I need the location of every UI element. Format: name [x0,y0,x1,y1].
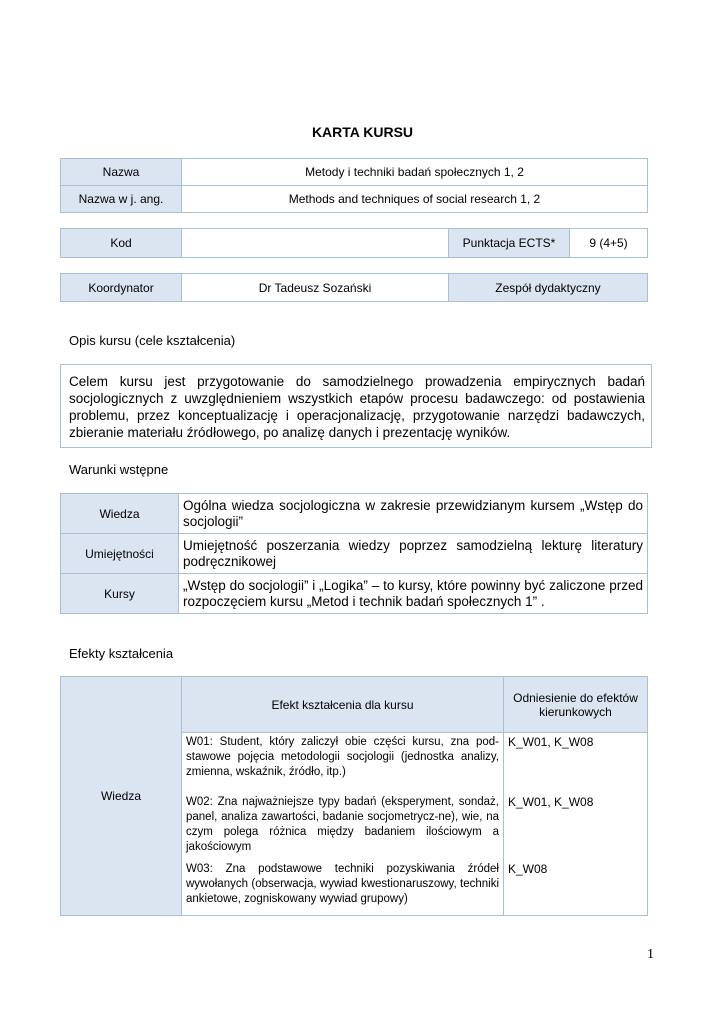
efekt-ref: K_W01, K_W08 [504,733,648,793]
kod-value [182,229,449,258]
efekt-ref: K_W08 [504,860,648,916]
koordynator-value: Dr Tadeusz Sozański [182,274,449,302]
warunki-heading: Warunki wstępne [69,462,169,477]
coordinator-table [60,273,648,302]
zespol-label: Zespół dydaktyczny [449,274,648,302]
warunki-text: Umiejętność poszerzania wiedzy poprzez samodzielną lekturę literatury podręcznikowej [179,534,648,574]
efekt-text: W03: Zna podstawowe techniki pozyskiwania źródeł wywołanych (obserwacja, wywiad kwestionaruszowy, techniki ankietowe, zogniskowany wywiad grupowy) [182,860,504,916]
page-title: KARTA KURSU [311,124,414,140]
ects-label: Punktacja ECTS* [449,229,570,258]
ects-value: 9 (4+5) [570,229,648,258]
warunki-label: Wiedza [61,494,179,534]
opis-text: Celem kursu jest przygotowanie do samodzielnego prowadzenia empirycznych badań socjologicznych z uwzględnieniem wszystkich etapów procesu badawczego: od postawienia problemu, przez konceptualizację i operacjonalizację, przygotowanie narzędzi badawczych, zbieranie materiału źródłowego, po analizę danych i prezentację wyników. [60,364,652,448]
koordynator-label: Koordynator [61,274,182,302]
efekt-text: W01: Student, który zaliczył obie części kursu, zna pod-stawowe pojęcia metodologii socjologii (jednostka analizy, zmienna, wskaźnik, źródło, itp.) [182,733,504,793]
efekt-ref: K_W01, K_W08 [504,793,648,860]
nazwa-label: Nazwa [61,159,182,186]
efekt-text: W02: Zna najważniejsze typy badań (eksperyment, sondaż, panel, analiza zawartości, badanie socjometrycz-ne), wie, na czym polega różnica między badaniem ilościowym a jakościowym [182,793,504,860]
page-number: 1 [647,947,654,962]
outcomes-table [60,676,648,916]
efekty-col-header-1: Efekt kształcenia dla kursu [182,677,504,733]
warunki-text: Ogólna wiedza socjologiczna w zakresie przewidzianym kursem „Wstęp do socjologii” [179,494,648,534]
code-table [60,228,648,258]
nazwa-ang-value: Methods and techniques of social research 1, 2 [182,186,648,213]
efekty-row-label: Wiedza [61,677,182,916]
name-table [60,158,648,213]
warunki-text: „Wstęp do socjologii” i „Logika” – to kursy, które powinny być zaliczone przed rozpoczęciem kursu „Metod i technik badań społecznych 1” . [179,574,648,614]
warunki-label: Umiejętności [61,534,179,574]
efekty-col-header-2: Odniesienie do efektów kierunkowych [504,677,648,733]
kod-label: Kod [61,229,182,258]
prerequisites-table [60,493,648,614]
warunki-label: Kursy [61,574,179,614]
opis-heading: Opis kursu (cele kształcenia) [69,333,236,348]
efekty-heading: Efekty kształcenia [69,646,174,661]
nazwa-ang-label: Nazwa w j. ang. [61,186,182,213]
nazwa-value: Metody i techniki badań społecznych 1, 2 [182,159,648,186]
